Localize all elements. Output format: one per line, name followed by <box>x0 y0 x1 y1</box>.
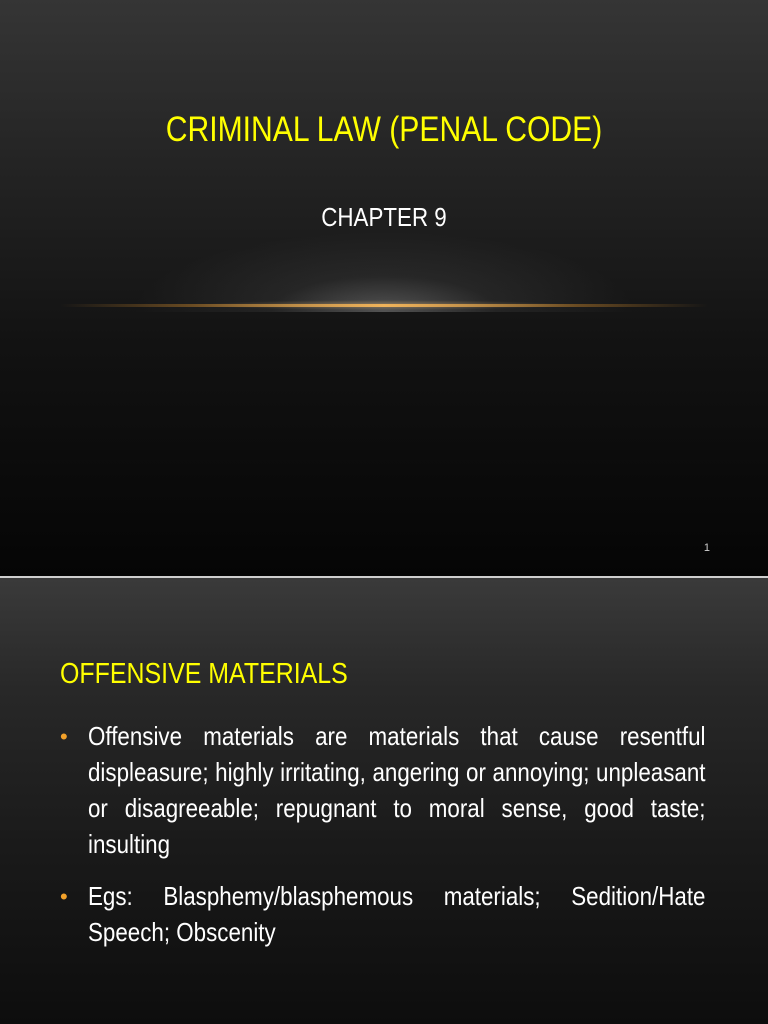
slide-number: 1 <box>703 542 710 554</box>
bullet-icon: • <box>60 724 68 749</box>
accent-line <box>60 304 708 307</box>
bullet-icon: • <box>60 884 68 909</box>
content-slide <box>0 578 768 1024</box>
bullet-list <box>60 718 709 966</box>
slide-subtitle: CHAPTER 9 <box>321 202 447 232</box>
slide-heading: OFFENSIVE MATERIALS <box>60 658 348 690</box>
bullet-text: Offensive materials are materials that cause resentful displeasure; highly irritating, angering or annoying; unpleasant or disagreeable; repugnant to moral sense, good taste; insulting <box>88 721 706 859</box>
slide-title: CRIMINAL LAW (PENAL CODE) <box>165 110 603 149</box>
bullet-text: Egs: Blasphemy/blasphemous materials; Sedition/Hate Speech; Obscenity <box>88 881 706 947</box>
list-item <box>60 718 709 862</box>
list-item <box>60 878 709 950</box>
